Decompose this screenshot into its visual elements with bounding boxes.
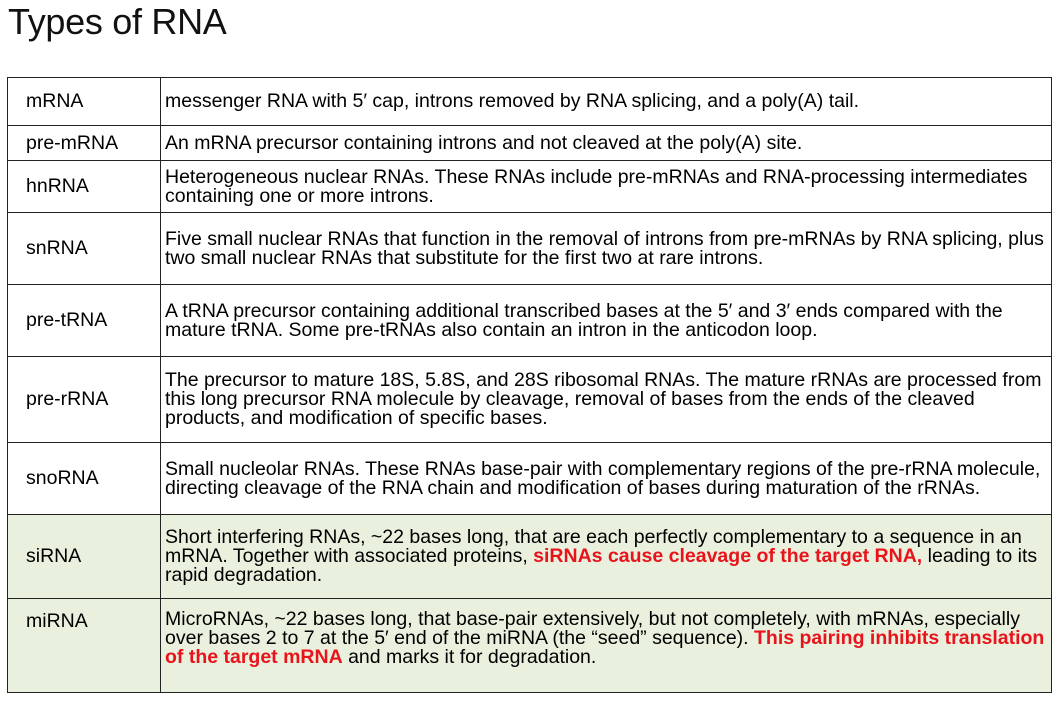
- highlighted-text: siRNAs cause cleavage of the target RNA,: [533, 545, 923, 567]
- rna-description: An mRNA precursor containing introns and not cleaved at the poly(A) site.: [161, 126, 1052, 161]
- table-row: [8, 213, 1052, 285]
- rna-types-table: [7, 77, 1052, 693]
- rna-description: Heterogeneous nuclear RNAs. These RNAs include pre-mRNAs and RNA-processing intermediates containing one or more introns.: [161, 161, 1052, 213]
- page-title: Types of RNA: [8, 1, 227, 42]
- table-row: [8, 285, 1052, 357]
- description-text: and marks it for degradation.: [342, 646, 597, 668]
- table-row: [8, 357, 1052, 443]
- rna-term: hnRNA: [8, 161, 161, 213]
- rna-term: snRNA: [8, 213, 161, 285]
- rna-term: siRNA: [8, 515, 161, 599]
- table-row-highlighted: [8, 515, 1052, 599]
- rna-description: [161, 515, 1052, 599]
- rna-term: pre-rRNA: [8, 357, 161, 443]
- table-row: [8, 443, 1052, 515]
- table-row: [8, 126, 1052, 161]
- table-row: [8, 78, 1052, 126]
- rna-term: pre-mRNA: [8, 126, 161, 161]
- highlighted-text: This pairing inhibits translation of the target mRNA: [165, 627, 1045, 668]
- table-row-highlighted: [8, 599, 1052, 693]
- rna-term: miRNA: [8, 599, 161, 693]
- rna-term: mRNA: [8, 78, 161, 126]
- description-text: MicroRNAs, ~22 bases long, that base-pair extensively, but not completely, with mRNAs, especially over bases 2 to 7 at the 5′ end of the miRNA (the “seed” sequence).: [165, 608, 1020, 649]
- table-row: [8, 161, 1052, 213]
- description-text: leading to its rapid degradation.: [165, 545, 1038, 586]
- rna-description: A tRNA precursor containing additional transcribed bases at the 5′ and 3′ ends compared with the mature tRNA. Some pre-tRNAs also contain an intron in the anticodon loop.: [161, 285, 1052, 357]
- rna-description: messenger RNA with 5′ cap, introns removed by RNA splicing, and a poly(A) tail.: [161, 78, 1052, 126]
- rna-description: Five small nuclear RNAs that function in the removal of introns from pre-mRNAs by RNA splicing, plus two small nuclear RNAs that substitute for the first two at rare introns.: [161, 213, 1052, 285]
- rna-description: The precursor to mature 18S, 5.8S, and 28S ribosomal RNAs. The mature rRNAs are processed from this long precursor RNA molecule by cleavage, removal of bases from the ends of the cleaved products, and modification of specific bases.: [161, 357, 1052, 443]
- rna-description: [161, 599, 1052, 693]
- rna-term: snoRNA: [8, 443, 161, 515]
- description-text: Short interfering RNAs, ~22 bases long, that are each perfectly complementary to a sequence in an mRNA. Together with associated proteins,: [165, 526, 1022, 567]
- rna-term: pre-tRNA: [8, 285, 161, 357]
- rna-description: Small nucleolar RNAs. These RNAs base-pair with complementary regions of the pre-rRNA molecule, directing cleavage of the RNA chain and modification of bases during maturation of the rRNAs.: [161, 443, 1052, 515]
